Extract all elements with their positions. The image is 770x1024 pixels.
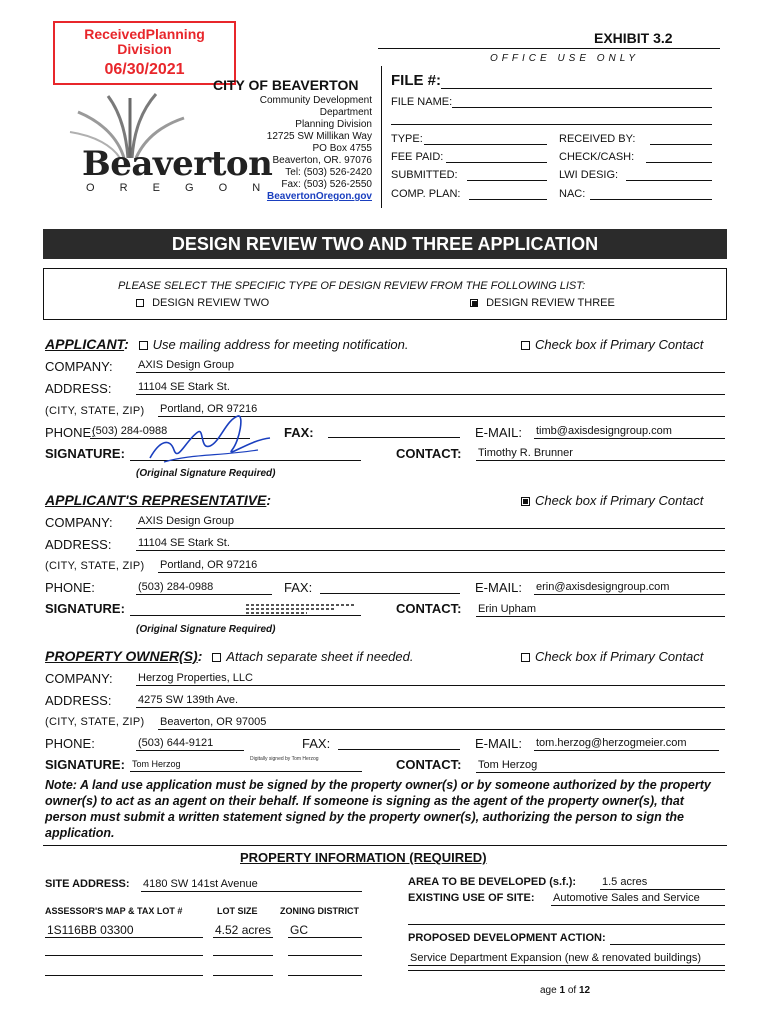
- received-by-label: RECEIVED BY:: [559, 133, 636, 145]
- header-divider: [381, 66, 382, 208]
- received-stamp: [53, 21, 236, 85]
- rep-heading: APPLICANT'S REPRESENTATIVE: [45, 492, 267, 508]
- area-developed-label: AREA TO BE DEVELOPED (s.f.):: [408, 876, 577, 888]
- owner-primary-label: Check box if Primary Contact: [535, 649, 704, 664]
- rep-phone-label: PHONE:: [45, 580, 95, 595]
- owner-heading-row: [45, 648, 413, 664]
- area-developed-field[interactable]: 1.5 acres: [600, 876, 725, 890]
- page-total: 12: [578, 985, 591, 996]
- rep-signature-label: SIGNATURE:: [45, 601, 125, 616]
- site-address-field[interactable]: 4180 SW 141st Avenue: [141, 878, 362, 892]
- submitted-field[interactable]: [467, 180, 547, 181]
- owner-heading: PROPERTY OWNER(S): [45, 648, 198, 664]
- applicant-signature-label: SIGNATURE:: [45, 446, 125, 461]
- applicant-phone-field[interactable]: (503) 284-0988: [90, 425, 250, 439]
- page-number: [540, 985, 590, 996]
- lot-size-field[interactable]: 4.52 acres: [215, 923, 272, 937]
- review-type-instruction: PLEASE SELECT THE SPECIFIC TYPE OF DESIGN REVIEW FROM THE FOLLOWING LIST:: [118, 280, 586, 292]
- rep-heading-colon: :: [266, 492, 272, 508]
- owner-company-label: COMPANY:: [45, 671, 113, 686]
- rep-contact-field[interactable]: Erin Upham: [476, 603, 725, 617]
- applicant-primary-contact[interactable]: [521, 337, 703, 352]
- existing-use-label: EXISTING USE OF SITE:: [408, 892, 535, 904]
- rep-csz-label: (CITY, STATE, ZIP): [45, 560, 145, 572]
- lot-size-label: LOT SIZE: [217, 906, 258, 916]
- rep-email-label: E-MAIL:: [475, 580, 522, 595]
- owner-email-field[interactable]: tom.herzog@herzogmeier.com: [534, 737, 719, 751]
- checkbox-design-review-three[interactable]: [470, 299, 478, 307]
- city-division: Planning Division: [295, 119, 372, 130]
- logo-name: Beaverton: [82, 144, 273, 184]
- received-by-field[interactable]: [650, 144, 712, 145]
- owner-csz-label: (CITY, STATE, ZIP): [45, 716, 145, 728]
- applicant-contact-label: CONTACT:: [396, 446, 462, 461]
- city-address: 12725 SW Millikan Way: [266, 131, 372, 142]
- owner-phone-label: PHONE:: [45, 736, 95, 751]
- tax-lot-field[interactable]: 1S116BB 03300: [45, 924, 203, 938]
- owner-company-field[interactable]: Herzog Properties, LLC: [136, 672, 725, 686]
- file-number-label: FILE #:: [391, 72, 442, 89]
- exhibit-label: EXHIBIT 3.2: [594, 30, 673, 46]
- zoning-field-3[interactable]: [288, 975, 362, 976]
- review-type-box: [43, 268, 727, 320]
- owner-address-label: ADDRESS:: [45, 693, 112, 708]
- owner-address-field[interactable]: 4275 SW 139th Ave.: [136, 694, 725, 708]
- city-fax: Fax: (503) 526-2550: [281, 179, 372, 190]
- attach-sheet-checkbox[interactable]: [212, 653, 221, 662]
- owner-heading-colon: :: [197, 648, 203, 664]
- assessor-map-label: ASSESSOR'S MAP & TAX LOT #: [45, 906, 183, 916]
- owner-signature-field[interactable]: Tom Herzog: [130, 758, 362, 772]
- applicant-primary-checkbox[interactable]: [521, 341, 530, 350]
- file-name-label: FILE NAME:: [391, 96, 453, 108]
- applicant-csz-field[interactable]: Portland, OR 97216: [158, 403, 725, 417]
- city-citystate: Beaverton, OR. 97076: [272, 155, 372, 166]
- check-cash-field[interactable]: [646, 162, 712, 163]
- check-cash-label: CHECK/CASH:: [559, 151, 635, 163]
- lwi-desig-field[interactable]: [626, 180, 712, 181]
- lot-size-field-2[interactable]: [213, 955, 273, 956]
- option-design-review-two[interactable]: [136, 297, 269, 309]
- owner-phone-field[interactable]: (503) 644-9121: [136, 737, 244, 751]
- rep-company-field[interactable]: AXIS Design Group: [136, 515, 725, 529]
- applicant-heading-colon: :: [124, 336, 129, 352]
- page-of: of: [567, 985, 577, 996]
- proposed-action-label: PROPOSED DEVELOPMENT ACTION:: [408, 932, 606, 944]
- applicant-csz-label: (CITY, STATE, ZIP): [45, 405, 145, 417]
- submitted-label: SUBMITTED:: [391, 169, 458, 181]
- applicant-fax-field[interactable]: [328, 437, 460, 438]
- comp-plan-field[interactable]: [469, 199, 547, 200]
- rep-digital-signature-stamp: [246, 602, 356, 614]
- city-po: PO Box 4755: [312, 143, 372, 154]
- beaverton-logo: [52, 92, 273, 202]
- existing-use-field[interactable]: Automotive Sales and Service: [551, 892, 725, 906]
- office-use-rule: [378, 48, 720, 49]
- office-use-label: OFFICE USE ONLY: [490, 53, 640, 64]
- proposed-action-field[interactable]: [610, 944, 725, 945]
- rep-signature-field[interactable]: [130, 615, 361, 616]
- page-prefix: age: [540, 985, 557, 996]
- stamp-line2: Division: [117, 41, 172, 57]
- city-info: [228, 95, 372, 203]
- rep-address-field[interactable]: 11104 SE Stark St.: [136, 537, 725, 551]
- applicant-orig-sig-note: (Original Signature Required): [136, 468, 276, 479]
- applicant-primary-label: Check box if Primary Contact: [535, 337, 704, 352]
- applicant-company-label: COMPANY:: [45, 359, 113, 374]
- rep-fax-label: FAX:: [284, 580, 313, 595]
- nac-field[interactable]: [590, 199, 712, 200]
- city-dept2: Department: [319, 107, 372, 118]
- owner-signature-label: SIGNATURE:: [45, 757, 125, 772]
- file-number-field[interactable]: [441, 88, 712, 89]
- stamp-date: 06/30/2021: [104, 61, 185, 78]
- zoning-field-2[interactable]: [288, 955, 362, 956]
- owner-primary-checkbox[interactable]: [521, 653, 530, 662]
- owner-fax-field[interactable]: [338, 749, 460, 750]
- file-name-field-2[interactable]: [391, 124, 712, 125]
- nac-label: NAC:: [559, 188, 586, 200]
- city-dept: Community Development: [259, 95, 372, 106]
- file-name-field[interactable]: [452, 107, 712, 108]
- owner-email-label: E-MAIL:: [475, 736, 522, 751]
- proposed-action-field-3[interactable]: [408, 970, 725, 971]
- city-tel: Tel: (503) 526-2420: [285, 167, 372, 178]
- applicant-phone-label: PHONE:: [45, 425, 95, 440]
- form-title-bar: [43, 229, 727, 259]
- fee-paid-field[interactable]: [446, 162, 547, 163]
- tax-lot-field-3[interactable]: [45, 975, 203, 976]
- owner-digital-signature-stamp: Digitally signed by Tom Herzog: [250, 756, 319, 762]
- rep-heading-row: [45, 492, 271, 508]
- form-title: DESIGN REVIEW TWO AND THREE APPLICATION: [171, 234, 599, 254]
- authorization-note: Note: A land use application must be signed by the property owner(s) or by someone authorized by the property owner(s) to act as an agent on their behalf. If someone is signing as the agent of the property owner(s), that person must submit a written statement signed by the property owner(s), authorizing the person to sign the application.: [45, 778, 711, 840]
- city-title: CITY OF BEAVERTON: [213, 77, 359, 93]
- option-three-label: DESIGN REVIEW THREE: [486, 297, 615, 309]
- property-info-rule: [43, 845, 727, 846]
- type-field[interactable]: [424, 144, 547, 145]
- applicant-email-field[interactable]: timb@axisdesigngroup.com: [534, 425, 725, 439]
- option-two-label: DESIGN REVIEW TWO: [152, 297, 270, 309]
- applicant-fax-label: FAX:: [284, 425, 314, 440]
- existing-use-field-2[interactable]: [408, 924, 725, 925]
- applicant-address-label: ADDRESS:: [45, 381, 112, 396]
- lwi-desig-label: LWI DESIG:: [559, 169, 619, 181]
- rep-primary-label: Check box if Primary Contact: [535, 493, 704, 508]
- owner-attach-note: Attach separate sheet if needed.: [226, 649, 414, 664]
- zoning-field[interactable]: GC: [288, 924, 362, 938]
- owner-contact-label: CONTACT:: [396, 757, 462, 772]
- applicant-company-field[interactable]: AXIS Design Group: [136, 359, 725, 373]
- rep-email-field[interactable]: erin@axisdesigngroup.com: [534, 581, 725, 595]
- type-label: TYPE:: [391, 133, 423, 145]
- rep-primary-checkbox[interactable]: [521, 497, 530, 506]
- rep-address-label: ADDRESS:: [45, 537, 112, 552]
- fee-paid-label: FEE PAID:: [391, 151, 444, 163]
- proposed-action-value[interactable]: Service Department Expansion (new & renovated buildings): [408, 952, 725, 966]
- applicant-email-label: E-MAIL:: [475, 425, 522, 440]
- rep-primary-contact[interactable]: [521, 493, 703, 508]
- rep-fax-field[interactable]: [320, 593, 460, 594]
- stamp-line1: ReceivedPlanning: [84, 26, 205, 42]
- city-web-link[interactable]: BeavertonOregon.gov: [266, 191, 372, 202]
- rep-contact-label: CONTACT:: [396, 601, 462, 616]
- applicant-heading: APPLICANT: [45, 336, 125, 352]
- owner-csz-field[interactable]: Beaverton, OR 97005: [158, 716, 725, 730]
- applicant-heading-row: [45, 336, 408, 352]
- comp-plan-label: COMP. PLAN:: [391, 188, 461, 200]
- applicant-handwritten-signature: [140, 410, 280, 470]
- tax-lot-field-2[interactable]: [45, 955, 203, 956]
- zoning-district-label: ZONING DISTRICT: [280, 906, 359, 916]
- rep-csz-field[interactable]: Portland, OR 97216: [158, 559, 725, 573]
- checkbox-design-review-two[interactable]: [136, 299, 144, 307]
- rep-company-label: COMPANY:: [45, 515, 113, 530]
- lot-size-field-3[interactable]: [213, 975, 273, 976]
- page-current: 1: [559, 985, 566, 996]
- site-address-label: SITE ADDRESS:: [45, 878, 130, 890]
- rep-phone-field[interactable]: (503) 284-0988: [136, 581, 272, 595]
- rep-orig-sig-note: (Original Signature Required): [136, 624, 276, 635]
- owner-contact-field[interactable]: Tom Herzog: [476, 759, 725, 773]
- applicant-contact-field[interactable]: Timothy R. Brunner: [476, 447, 725, 461]
- owner-primary-contact[interactable]: [521, 649, 703, 664]
- option-design-review-three[interactable]: [470, 297, 615, 309]
- mailing-address-note: Use mailing address for meeting notification.: [152, 337, 409, 352]
- logo-sub: O R E G O N: [86, 182, 272, 194]
- applicant-address-field[interactable]: 11104 SE Stark St.: [136, 381, 725, 395]
- mailing-address-checkbox[interactable]: [139, 341, 148, 350]
- property-info-heading: PROPERTY INFORMATION (REQUIRED): [240, 850, 487, 865]
- owner-fax-label: FAX:: [302, 736, 331, 751]
